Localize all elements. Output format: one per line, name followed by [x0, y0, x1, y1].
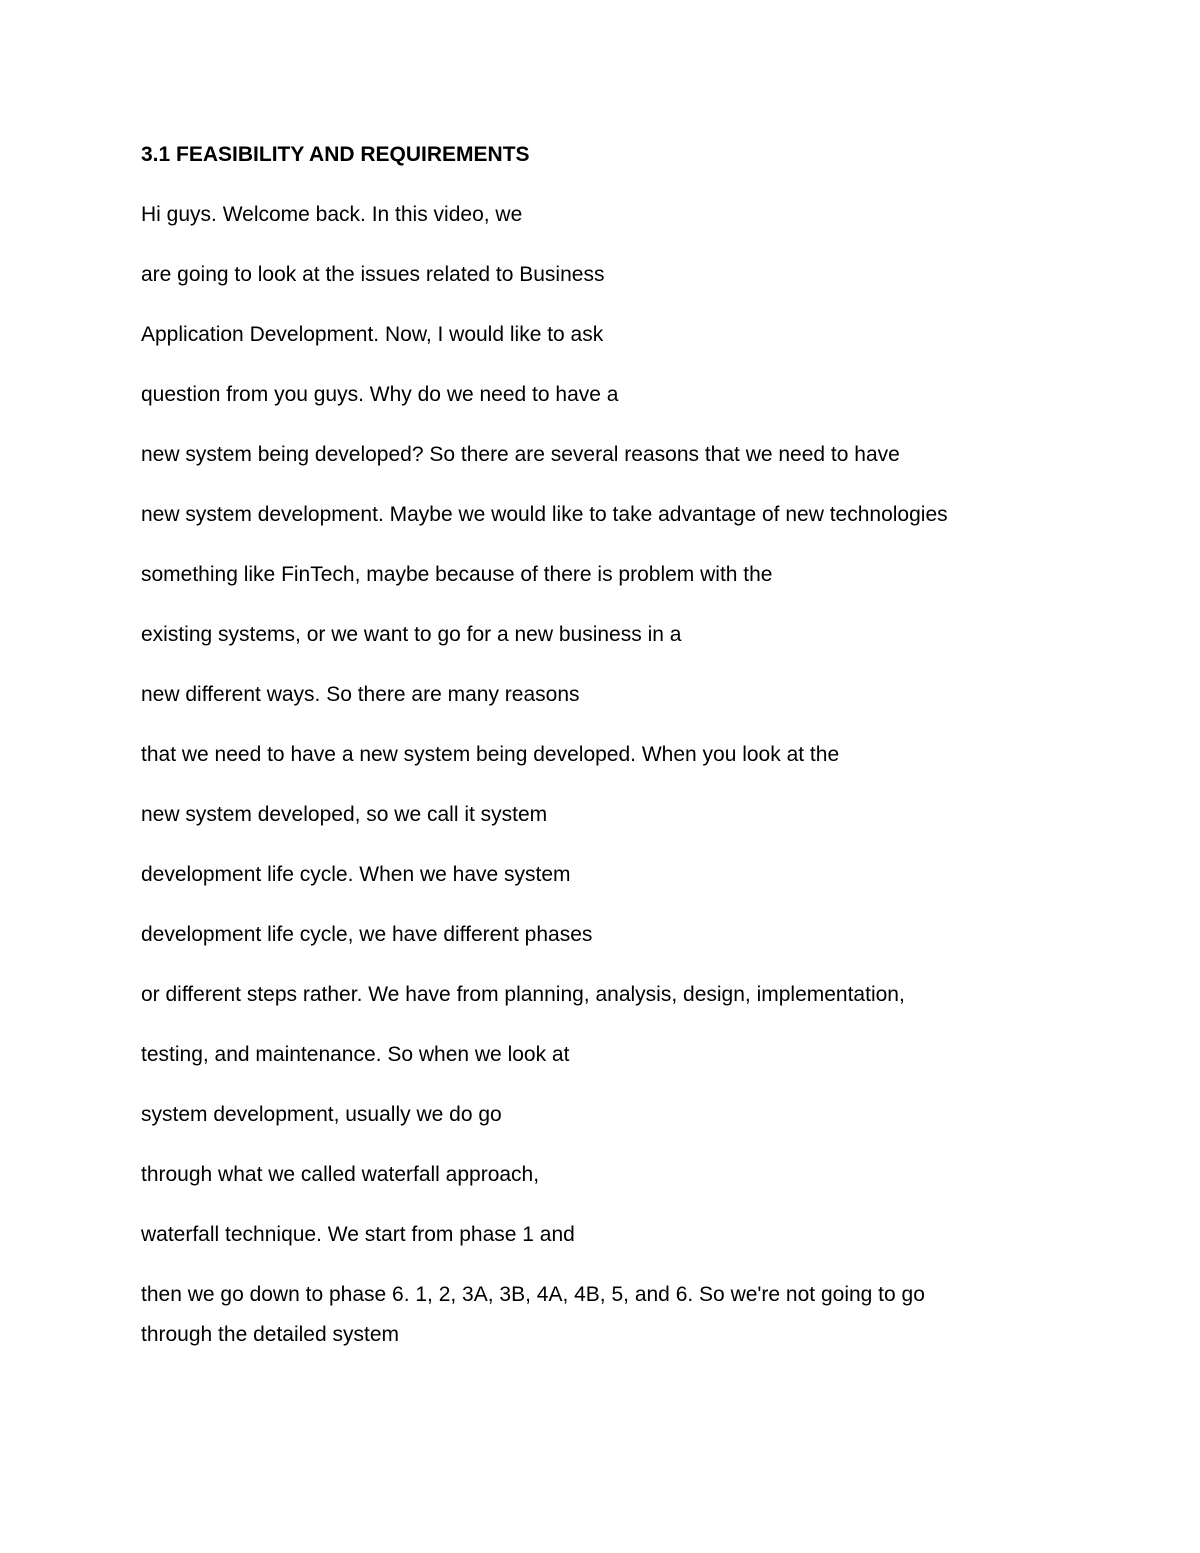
document-body	[141, 142, 1081, 1348]
last-paragraph	[141, 1282, 1081, 1348]
paragraph: development life cycle, we have different phases	[141, 923, 593, 946]
paragraph: existing systems, or we want to go for a new business in a	[141, 623, 682, 646]
last-paragraph-line-2: through the detailed system	[141, 1323, 399, 1346]
paragraph: Application Development. Now, I would like to ask	[141, 323, 604, 346]
paragraph: new different ways. So there are many reasons	[141, 683, 580, 706]
paragraph: are going to look at the issues related to Business	[141, 263, 605, 286]
paragraph: new system developed, so we call it system	[141, 803, 548, 826]
paragraph: or different steps rather. We have from planning, analysis, design, implementation,	[141, 983, 905, 1006]
paragraph: something like FinTech, maybe because of there is problem with the	[141, 563, 773, 586]
document-title: 3.1 FEASIBILITY AND REQUIREMENTS	[141, 143, 530, 166]
paragraph: through what we called waterfall approach,	[141, 1163, 540, 1186]
paragraph: system development, usually we do go	[141, 1103, 502, 1126]
paragraph: that we need to have a new system being developed. When you look at the	[141, 743, 840, 766]
paragraph: Hi guys. Welcome back. In this video, we	[141, 203, 523, 226]
paragraph: question from you guys. Why do we need to have a	[141, 383, 619, 406]
paragraph: testing, and maintenance. So when we look at	[141, 1043, 570, 1066]
paragraph: development life cycle. When we have system	[141, 863, 571, 886]
paragraph: new system being developed? So there are several reasons that we need to have	[141, 443, 900, 466]
paragraph: waterfall technique. We start from phase 1 and	[141, 1223, 575, 1246]
paragraph: new system development. Maybe we would like to take advantage of new technologies	[141, 503, 948, 526]
last-paragraph-line-1: then we go down to phase 6. 1, 2, 3A, 3B, 4A, 4B, 5, and 6. So we're not going to go	[141, 1283, 925, 1306]
